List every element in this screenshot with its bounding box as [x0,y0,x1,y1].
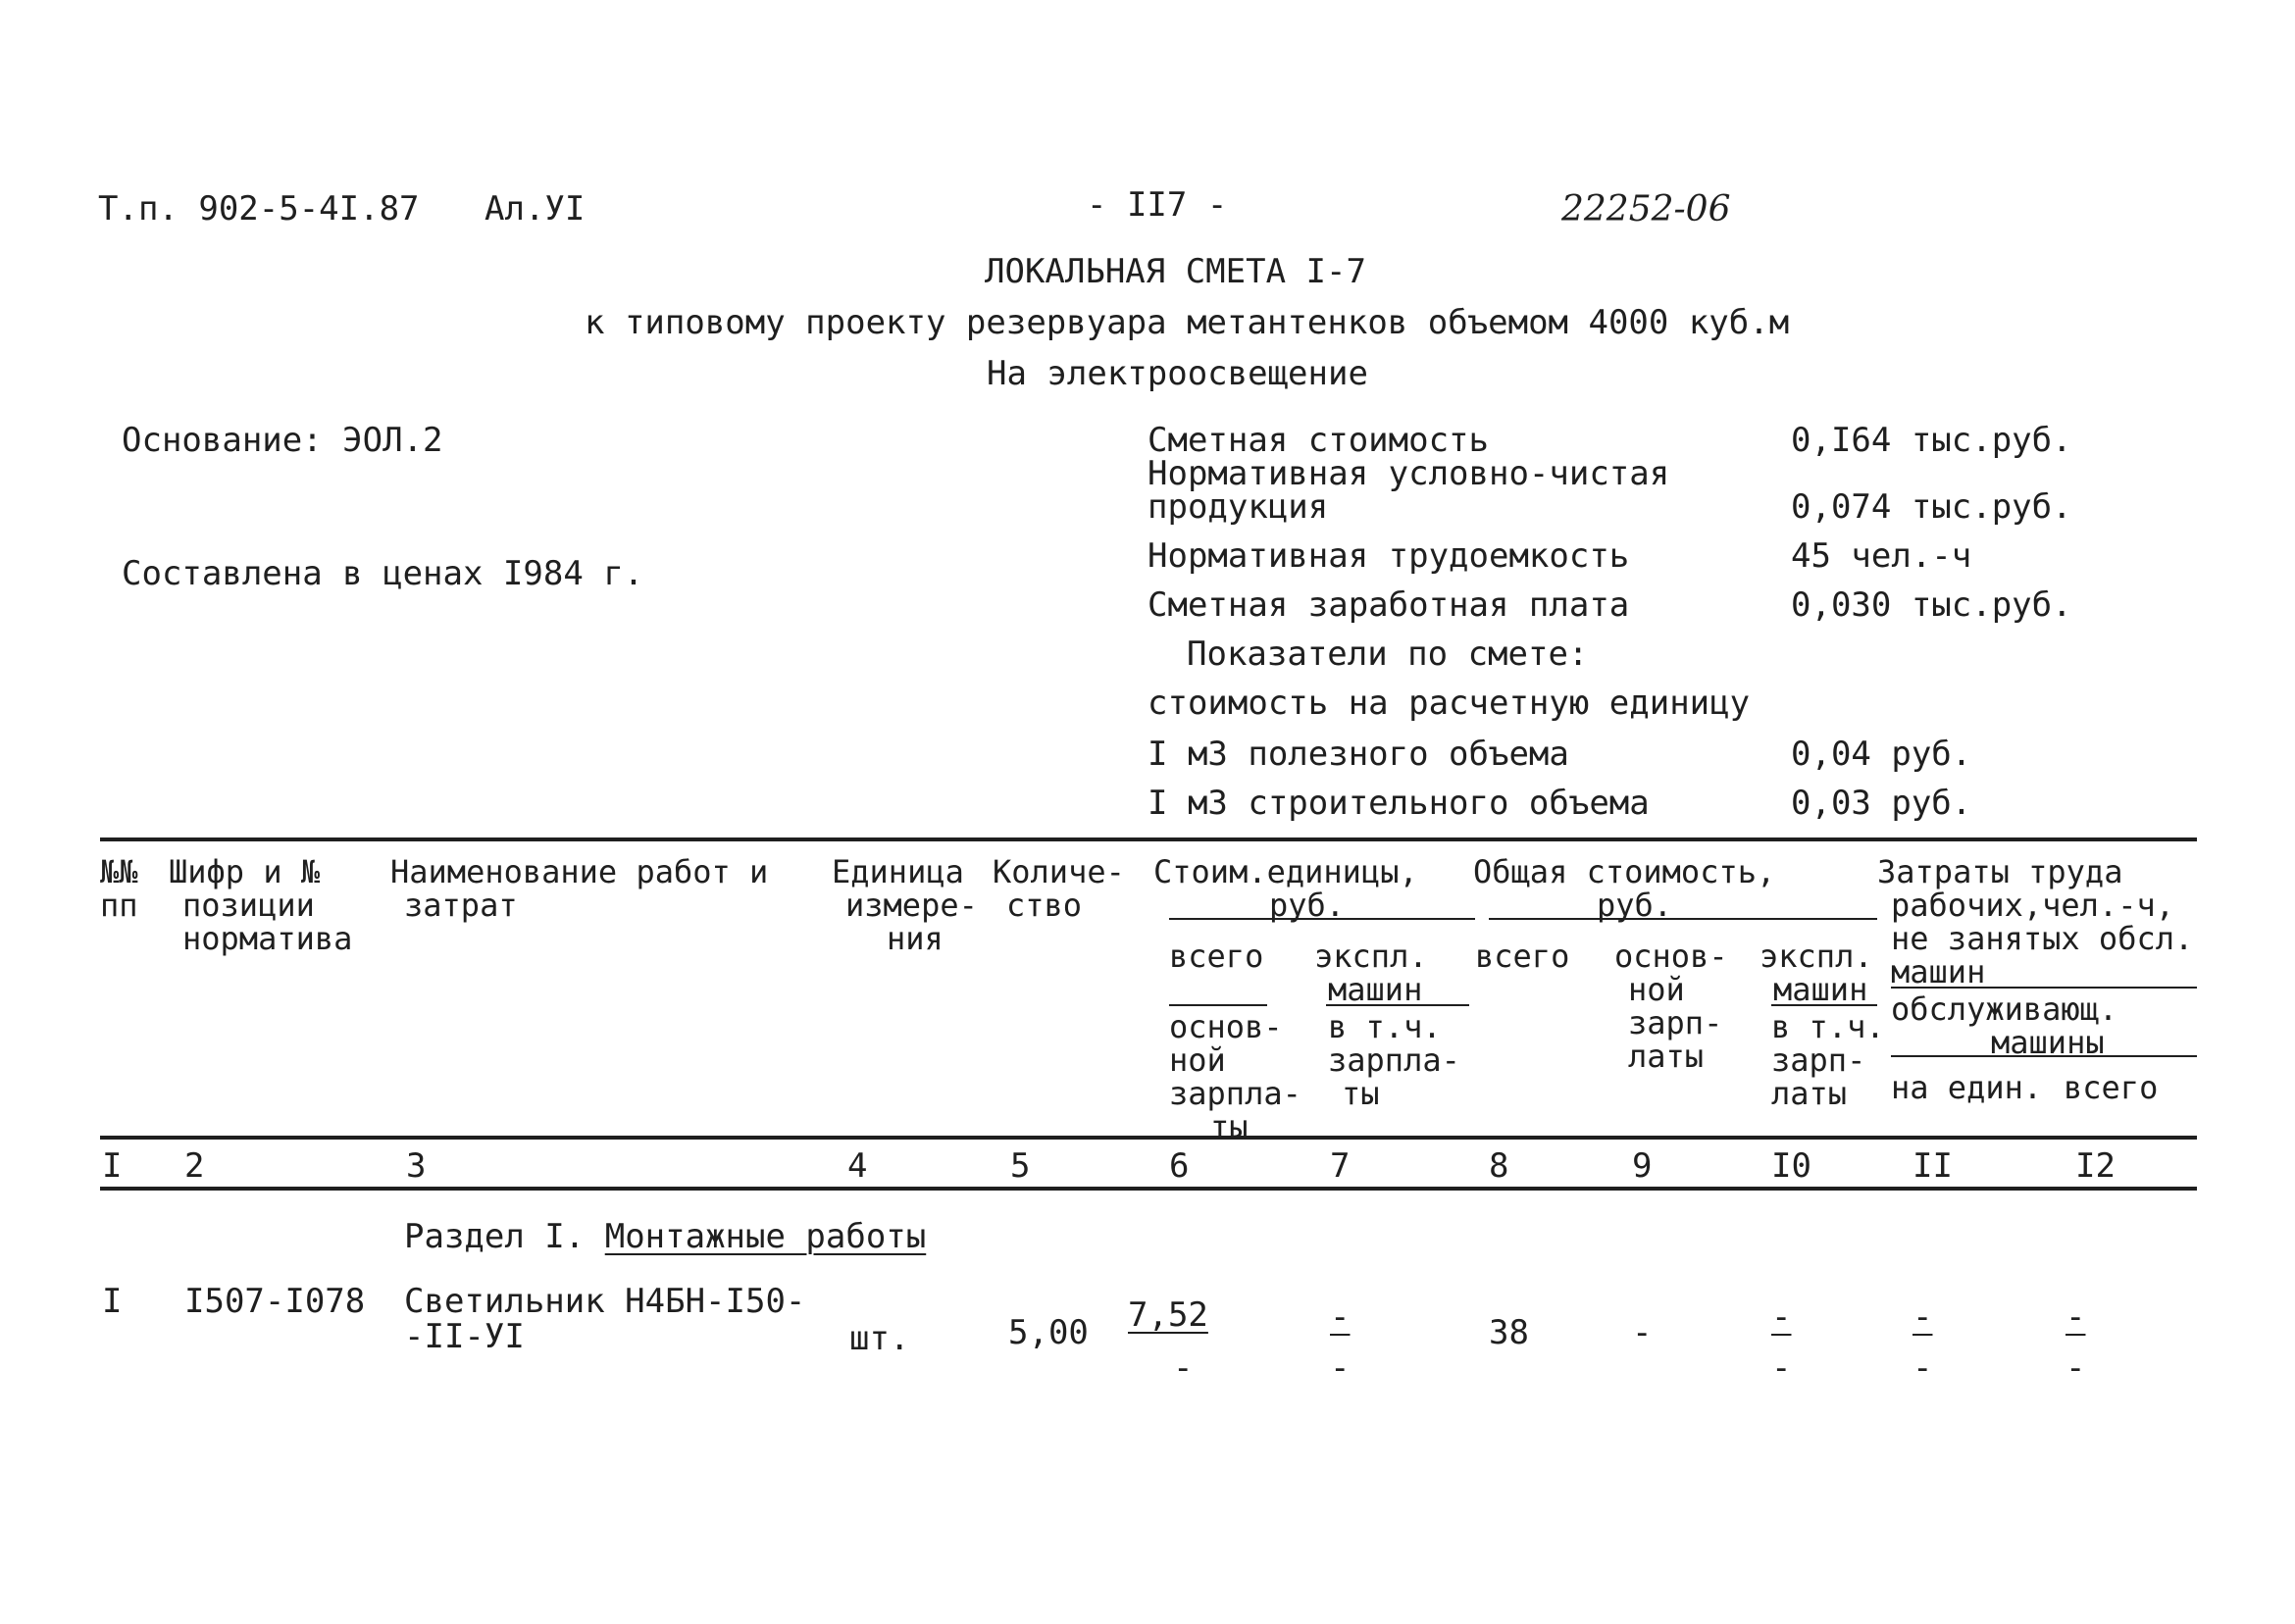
summary-value-labor: 45 чел.-ч [1791,536,1972,576]
col-number-3: 3 [406,1146,427,1186]
c9-header: основ- ной зарп- латы [1614,938,1728,1075]
row-c11-top: - [1912,1297,1933,1337]
row-c10-bottom: - [1771,1348,1792,1388]
col-number-9: 9 [1632,1146,1653,1186]
col4-header: Единица измере- ния [832,853,978,957]
unit-cost-group-header: Стоим.единицы, руб. [1153,853,1418,924]
doc-reference: Т.п. 902-5-4I.87 [98,189,420,228]
row-name-line2: -II-УI [404,1317,525,1356]
col1-header: №№ пп [100,853,138,924]
col-number-10: I0 [1771,1146,1811,1186]
summary-label-cost: Сметная стоимость [1148,421,1489,460]
row-c12-top: - [2066,1297,2086,1337]
indicators-subheading: стоимость на расчетную единицу [1148,684,1751,723]
c10-bottom-header: в т.ч. зарп- латы [1771,1008,1885,1112]
col2-header: Шифр и № позиции норматива [169,853,353,957]
col-number-2: 2 [184,1146,205,1186]
section-name: Монтажные работы [604,1217,927,1256]
summary-label-labor: Нормативная трудоемкость [1148,536,1630,576]
summary-label-net-2: продукция [1148,487,1329,527]
indicator-value-building: 0,03 руб. [1791,784,1972,823]
row-c12-bottom: - [2066,1348,2086,1388]
inventory-number: 22252-06 [1561,189,1731,229]
col-number-5: 5 [1010,1146,1031,1186]
row-name-line1: Светильник Н4БН-I50- [404,1282,806,1321]
row-c11-bottom: - [1912,1348,1933,1388]
row-c7-bottom: - [1330,1348,1351,1388]
col-number-11: II [1912,1146,1953,1186]
table-top-rule [100,837,2197,841]
summary-label-net: Нормативная условно-чистая [1148,454,1670,493]
labor-subheader: обслуживающ. машины [1891,990,2118,1061]
table-header-bottom-rule [100,1136,2197,1140]
indicator-label-building: I м3 строительного объема [1148,784,1650,823]
labor-group-header: Затраты труда рабочих,чел.-ч, не занятых обсл. машин [1877,853,2194,990]
total-cost-group-header: Общая стоимость, руб. [1473,853,1776,924]
indicators-heading: Показатели по смете: [1187,634,1589,674]
c6-top-header: всего [1169,938,1264,975]
col-number-6: 6 [1169,1146,1190,1186]
row-quantity: 5,00 [1008,1313,1089,1352]
indicator-value-useful: 0,04 руб. [1791,735,1972,774]
c6-divider-rule [1169,1004,1267,1006]
col-number-7: 7 [1330,1146,1351,1186]
c8-header: всего [1475,938,1570,975]
c10-top-header: экспл. машин [1760,938,1873,1008]
section-prefix: Раздел I. [404,1217,586,1256]
row-c10-top: - [1771,1297,1792,1337]
row-code: I507-I078 [184,1282,366,1321]
col3-header: Наименование работ и затрат [390,853,769,924]
estimate-title: ЛОКАЛЬНАЯ СМЕТА I-7 [985,252,1366,291]
row-c8: 38 [1489,1313,1529,1352]
col-number-12: I2 [2075,1146,2116,1186]
c11-header: на един. [1891,1069,2043,1106]
column-numbers-bottom-rule [100,1187,2197,1191]
album-number: Ал.УI [484,189,586,228]
indicator-label-useful: I м3 полезного объема [1148,735,1569,774]
col-number-1: I [102,1146,123,1186]
col-number-4: 4 [847,1146,868,1186]
summary-value-cost: 0,I64 тыс.руб. [1791,421,2072,460]
col-number-8: 8 [1489,1146,1509,1186]
row-c7-top: - [1330,1297,1351,1337]
price-basis-text: Составлена в ценах I984 г. [122,554,644,593]
summary-value-net: 0,074 тыс.руб. [1791,487,2072,527]
c7-bottom-header: в т.ч. зарпла- ты [1328,1008,1460,1112]
row-unit: шт. [849,1319,910,1358]
row-c6-bottom: - [1173,1348,1194,1388]
estimate-subtitle: к типовому проекту резервуара метантенков объемом 4000 куб.м [585,303,1790,342]
col5-header: Количе- ство [993,853,1125,924]
summary-value-wages: 0,030 тыс.руб. [1791,585,2072,625]
section-heading [404,1217,927,1256]
page-number: - II7 - [1087,185,1228,225]
row-c6-top: 7,52 [1128,1295,1208,1335]
summary-label-wages: Сметная заработная плата [1148,585,1630,625]
c12-header: всего [2064,1069,2159,1106]
row-c9: - [1632,1313,1653,1352]
c6-bottom-header: основ- ной зарпла- ты [1169,1008,1301,1145]
row-number: I [102,1282,123,1321]
basis-text: Основание: ЭОЛ.2 [122,421,443,460]
c7-top-header: экспл. машин [1314,938,1428,1008]
estimate-purpose: На электроосвещение [987,354,1368,393]
